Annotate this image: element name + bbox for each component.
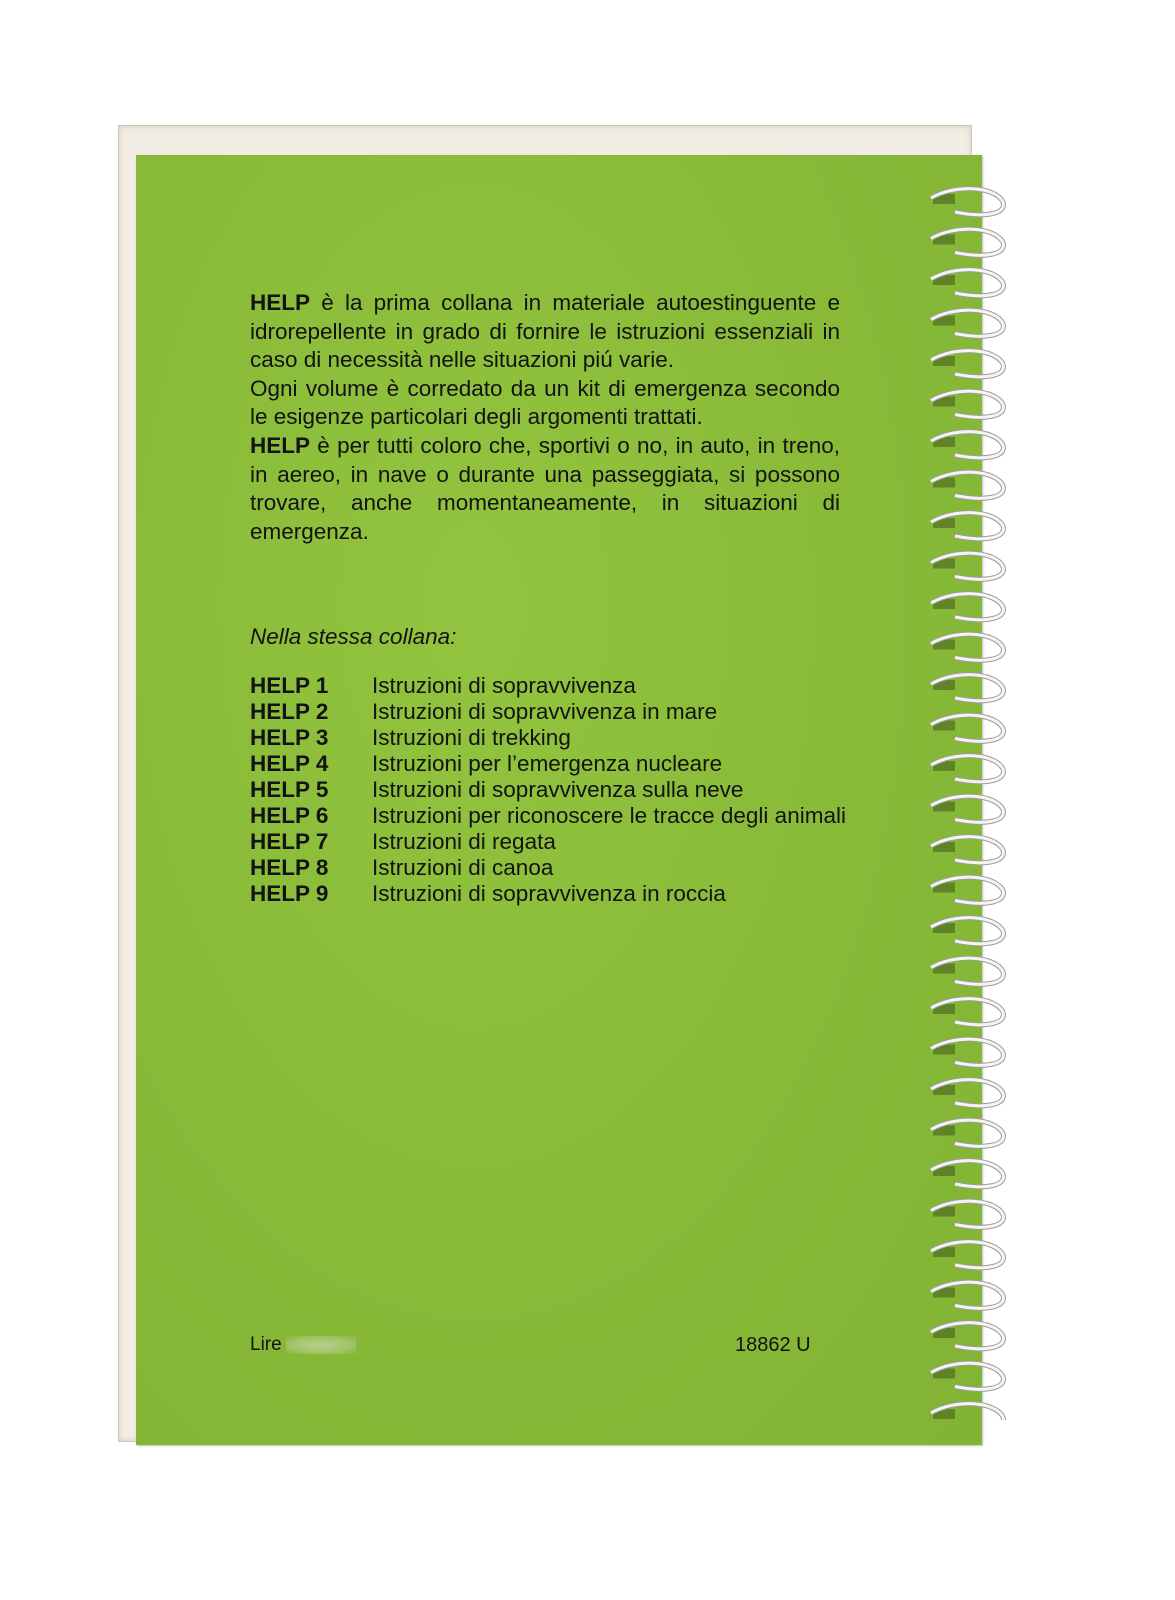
series-code: HELP 5 (250, 777, 329, 802)
series-title: Istruzioni per riconoscere le tracce degli animali (372, 803, 846, 828)
series-title: Istruzioni di sopravvivenza sulla neve (372, 777, 744, 802)
price (250, 1334, 356, 1356)
intro-paragraph-3 (250, 432, 840, 546)
series-code: HELP 1 (250, 673, 329, 698)
series-title: Istruzioni di regata (372, 829, 556, 854)
series-item (250, 751, 850, 777)
intro-paragraph-2: Ogni volume è corredato da un kit di emergenza secondo le esigenze particolari degli argomenti trattati. (250, 375, 840, 430)
price-sticker-residue (286, 1336, 356, 1354)
series-title: Istruzioni di sopravvivenza in mare (372, 699, 718, 724)
series-heading: Nella stessa collana: (250, 624, 457, 649)
series-item (250, 699, 850, 725)
series-item (250, 803, 850, 829)
series-code: HELP 8 (250, 855, 329, 880)
price-label: Lire (250, 1334, 282, 1355)
series-title: Istruzioni di trekking (372, 725, 571, 750)
catalog-code: 18862 U (735, 1334, 811, 1356)
intro-paragraph-1-text: è la prima collana in materiale autoestinguente e idrorepellente in grado di fornire le istruzioni essenziali in caso di necessità nelle situazioni piú varie. (250, 290, 840, 373)
brand-name: HELP (250, 432, 311, 458)
series-item (250, 881, 850, 907)
intro-paragraph-3-text: è per tutti coloro che, sportivi o no, in auto, in treno, in aereo, in nave o durante una passeggiata, si possono trovare, anche momentaneamente, in situazioni di emergenza. (250, 432, 840, 544)
series-code: HELP 4 (250, 751, 329, 776)
series-item (250, 777, 850, 803)
series-code: HELP 3 (250, 725, 329, 750)
series-title: Istruzioni di canoa (372, 855, 554, 880)
series-code: HELP 6 (250, 803, 329, 828)
intro-text (250, 289, 840, 546)
series-item (250, 673, 850, 699)
series-code: HELP 2 (250, 699, 329, 724)
series-code: HELP 7 (250, 829, 329, 854)
series-title: Istruzioni di sopravvivenza in roccia (372, 881, 726, 906)
series-item (250, 829, 850, 855)
series-code: HELP 9 (250, 881, 329, 906)
spiral-binding (925, 180, 1015, 1420)
brand-name: HELP (250, 290, 311, 315)
series-title: Istruzioni per l’emergenza nucleare (372, 751, 723, 776)
series-list (250, 673, 850, 907)
series-item (250, 725, 850, 751)
series-title: Istruzioni di sopravvivenza (372, 673, 636, 698)
series-item (250, 855, 850, 881)
intro-paragraph-1 (250, 289, 840, 375)
